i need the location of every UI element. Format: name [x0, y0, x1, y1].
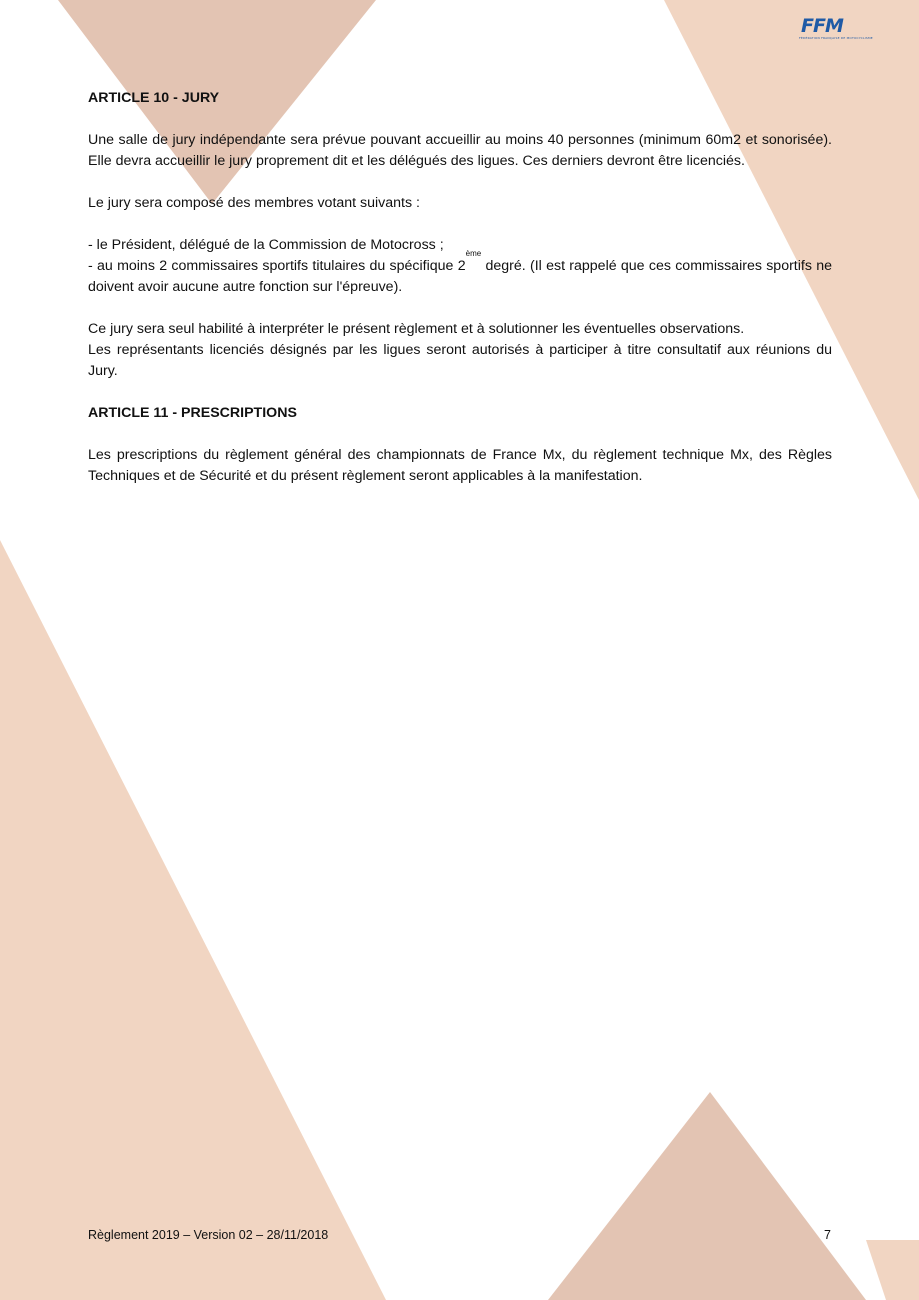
bottom-right-corner-shape: [866, 1240, 919, 1300]
jury-member-item-1: - le Président, délégué de la Commission de Motocross ;: [88, 237, 444, 253]
bottom-left-shape: [0, 540, 386, 1300]
footer-version: Règlement 2019 – Version 02 – 28/11/2018: [88, 1228, 329, 1242]
bottom-right-triangle: [548, 1092, 866, 1300]
jury-member-item-2-text-b: degré. (Il est rappelé que ces commissaires sportifs ne doivent avoir aucune autre fonction sur l'épreuve).: [88, 258, 833, 295]
article-10-title: ARTICLE 10 - JURY: [88, 90, 220, 106]
logo-tagline: FÉDÉRATION FRANÇAISE DE MOTOCYCLISME: [799, 36, 873, 40]
article-10-paragraph-4: Les représentants licenciés désignés par les ligues seront autorisés à participer à titre consultatif aux réunions du Jury.: [88, 342, 832, 379]
article-10-paragraph-3: Ce jury sera seul habilité à interpréter le présent règlement et à solutionner les éventuelles observations.: [88, 321, 745, 337]
ffm-logo: [797, 15, 873, 42]
article-11-title: ARTICLE 11 - PRESCRIPTIONS: [88, 405, 297, 421]
jury-member-item-2: [88, 249, 833, 298]
document-body: [88, 88, 832, 487]
logo-text: FFM: [801, 15, 843, 37]
article-11-paragraph-1: Les prescriptions du règlement général des championnats de France Mx, du règlement technique Mx, des Règles Techniques et de Sécurité et du présent règlement seront applicables à la manifestation.: [88, 447, 832, 484]
superscript-eme: ème: [465, 249, 482, 258]
article-10-paragraph-1: Une salle de jury indépendante sera prévue pouvant accueillir au moins 40 personnes (minimum 60m2 et sonorisée). Elle devra accueillir le jury proprement dit et les délégués des ligues. Ces derniers devront être licenciés.: [88, 132, 832, 169]
jury-member-item-2-text-a: - au moins 2 commissaires sportifs titulaires du spécifique 2: [88, 258, 466, 274]
article-10-paragraph-2: Le jury sera composé des membres votant suivants :: [88, 195, 420, 211]
page-number: 7: [824, 1228, 831, 1242]
